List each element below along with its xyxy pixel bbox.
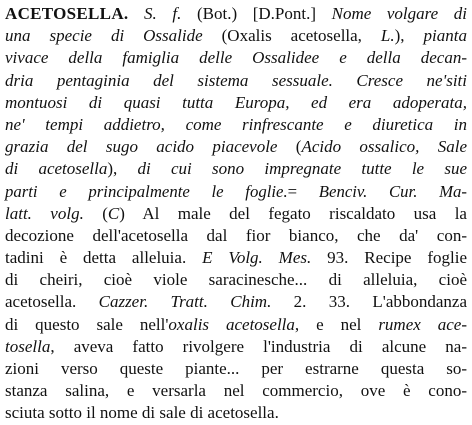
italic-text: pianta bbox=[423, 26, 467, 46]
italic-text: grazia del sugo acido piacevole bbox=[5, 137, 278, 157]
entry-line bbox=[5, 380, 467, 402]
roman-text: , aveva fatto rivolgere l'industria di alcune na- bbox=[50, 336, 467, 356]
italic-text: tosella bbox=[5, 336, 51, 356]
roman-text: 93. Recipe foglie bbox=[311, 248, 467, 268]
roman-text: di cheiri, cioè viole saracinesche... di alleluia, cioè bbox=[5, 270, 467, 290]
entry-line bbox=[5, 291, 467, 313]
entry-line bbox=[5, 3, 467, 25]
italic-text: Nome volgare di bbox=[331, 4, 467, 23]
roman-text: ( bbox=[83, 203, 108, 223]
italic-text: Acido ossalico, Sale bbox=[301, 137, 467, 157]
roman-text: acetosella. bbox=[5, 292, 99, 312]
italic-text: di cui sono impregnate tutte le sue bbox=[137, 159, 467, 179]
entry-body bbox=[5, 3, 467, 425]
entry-line bbox=[5, 70, 467, 92]
entry-line bbox=[5, 358, 467, 380]
italic-text: montuosi di quasi tutta Europa, ed era adoperata, bbox=[5, 92, 467, 112]
entry-line bbox=[5, 247, 467, 269]
roman-text: 2. 33. L'abbondanza bbox=[271, 292, 467, 312]
entry-line bbox=[5, 47, 467, 69]
roman-text: tadini è detta alleluia. bbox=[5, 248, 203, 268]
italic-text: oxalis acetosella bbox=[168, 314, 295, 334]
italic-text: C bbox=[107, 203, 120, 223]
italic-text: di acetosella bbox=[5, 159, 108, 179]
italic-text: Cazzer. Tratt. Chim. bbox=[98, 292, 272, 312]
roman-text: , e nel bbox=[294, 314, 379, 334]
italic-text: ne' tempi addietro, come rinfrescante e diuretica in bbox=[5, 114, 467, 134]
italic-text: una specie di Ossalide bbox=[5, 26, 203, 46]
roman-text: (Bot.) [D.Pont.] bbox=[181, 4, 332, 23]
roman-text: (Oxalis acetosella, bbox=[202, 26, 381, 46]
entry-line bbox=[5, 25, 467, 47]
italic-text: E Volg. Mes. bbox=[202, 248, 312, 268]
entry-line bbox=[5, 225, 467, 247]
italic-text: parti e principalmente le foglie. bbox=[5, 181, 288, 201]
roman-text: ) Al male del fegato riscaldato usa la bbox=[119, 203, 467, 223]
entry-line bbox=[5, 181, 467, 203]
entry-line bbox=[5, 158, 467, 180]
italic-text: L. bbox=[380, 26, 395, 46]
entry-line bbox=[5, 92, 467, 114]
roman-text: di questo sale nell' bbox=[5, 314, 169, 334]
italic-text: rumex ace- bbox=[378, 314, 467, 334]
italic-text: vivace della famiglia delle Ossalidee e della decan- bbox=[5, 48, 467, 68]
roman-text: sciuta sotto il nome di sale di acetosella. bbox=[5, 403, 279, 423]
roman-text: ), bbox=[107, 159, 138, 179]
roman-text: stanza salina, e versarla nel commercio, ove è cono- bbox=[5, 381, 467, 401]
entry-line bbox=[5, 402, 467, 424]
entry-line bbox=[5, 114, 467, 136]
roman-text: ( bbox=[277, 137, 302, 157]
roman-text: ), bbox=[394, 26, 424, 46]
italic-text: Benciv. Cur. Ma- bbox=[297, 181, 467, 201]
italic-text: S. f. bbox=[128, 4, 182, 23]
roman-text: = bbox=[287, 181, 298, 201]
entry-line bbox=[5, 136, 467, 158]
entry-line bbox=[5, 269, 467, 291]
roman-text: zioni verso queste piante... per estrarne questa so- bbox=[5, 359, 467, 378]
entry-line bbox=[5, 203, 467, 225]
headword: ACETOSELLA. bbox=[5, 4, 129, 23]
italic-text: dria pentaginia del sistema sessuale. Cresce ne'siti bbox=[5, 70, 467, 90]
entry-line bbox=[5, 336, 467, 358]
roman-text: decozione dell'acetosella dal fior bianco, che da' con- bbox=[5, 225, 467, 245]
italic-text: latt. volg. bbox=[5, 203, 84, 223]
entry-line bbox=[5, 314, 467, 336]
